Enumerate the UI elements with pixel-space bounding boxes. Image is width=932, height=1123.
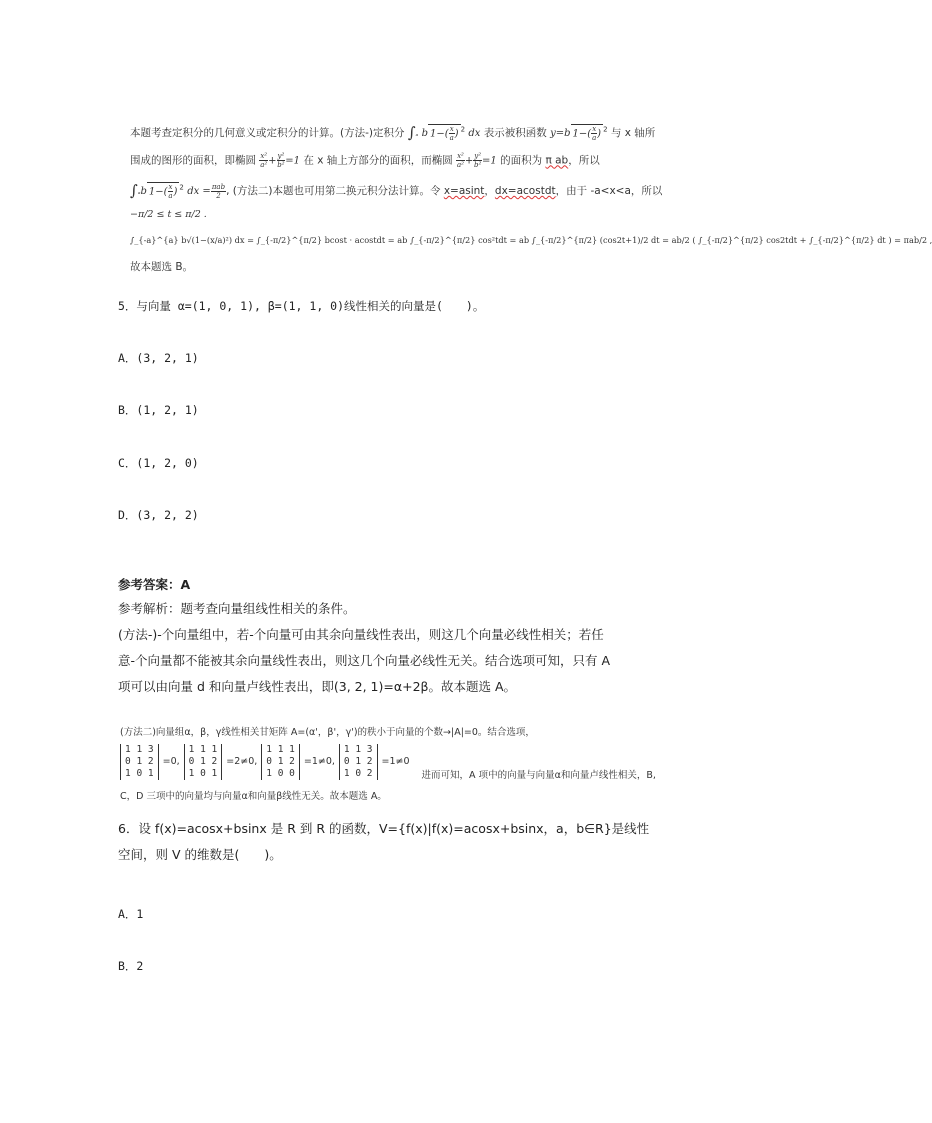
q6-stem [118, 816, 678, 868]
analysis-line: (方法-)-个向量组中，若-个向量可由其余向量线性表出，则这几个向量必线性相关；若任 [118, 627, 604, 642]
q5-analysis [118, 596, 678, 700]
scan1-line-4: −π/2 ≤ t ≤ π/2 . [130, 209, 207, 220]
scan2-line-1: (方法二)向量组α，β，γ线性相关甘矩阵 A=(α'，β'，γ')的秩小于向量的个数→|A|=0。结合选项， [120, 727, 535, 738]
sqrt-expr: 1−( $\frac{x}{a}$ ) [430, 125, 459, 142]
q5-option-c[interactable]: C．(1, 2, 0) [118, 456, 199, 470]
pi-ab: π ab [545, 154, 569, 167]
det-result: =1≠0 [381, 756, 410, 768]
analysis-line: 参考解析：题考查向量组线性相关的条件。 [118, 601, 356, 616]
scan1-line-3: ∫ₐb 1−( $\frac{x}{a}$ ) $^2$ dx = $\frac{\text{πab}}{2}$ , (方法二)本题也可用第二换元积分法计算。令 x=asint，dx=acostdt，由于 -a<x<a，所以 [130, 181, 663, 200]
q6-stem-line-1: 6．设 f(x)=acosx+bsinx 是 R 到 R 的函数，V={f(x)|f(x)=acosx+bsinx，a，b∈R}是线性 [118, 821, 650, 836]
det-result: =1≠0, [303, 756, 335, 768]
matrix-b: 1 1 1 0 1 2 1 0 1 [184, 744, 223, 780]
integral-limits: ₐ [415, 130, 419, 138]
scan1-text: 表示被积函数 [483, 127, 547, 139]
substitution: x=asint [443, 185, 485, 197]
q5-option-b[interactable]: B．(1, 2, 1) [118, 403, 199, 417]
det-result: =2≠0, [226, 756, 258, 768]
scan1-text: 本题考查定积分的几何意义或定积分的计算。(方法-)定积分 [130, 127, 405, 139]
math-b: b [421, 128, 429, 139]
scan-explanation-2 [120, 724, 660, 808]
scan2-line-3: C，D 三项中的向量均与向量α和向量β线性无关。故本题选 A。 [120, 791, 387, 802]
analysis-line: 项可以由向量 d 和向量卢线性表出，即(3, 2, 1)=α+2β。故本题选 A。 [118, 679, 517, 694]
scan1-line-5: ∫_{-a}^{a} b√(1−(x/a)²) dx = ∫_{-π/2}^{π/2} bcost · acostdt = ab ∫_{-π/2}^{π/2} cos²tdt = ab ∫_{-π/2}^{π/2} (cos2t+1)/2 dt = ab/2 ( ∫_{-π/2}^{π/2} cos2tdt + ∫_{-π/2}^{π/2} dt ) = πab/2 , [130, 235, 932, 245]
math-y-eq-b: y=b [550, 128, 571, 139]
q6-option-b[interactable]: B．2 [118, 959, 144, 973]
scan1-line-2: 围成的图形的面积，即椭圆 $\frac{\text{x²}}{\text{a²}}$ + $\frac{\text{y²}}{\text{b²}}$ =1 在 x 轴上方部分的面积，而椭圆 $\frac{\text{x²}}{\text{a²}}$ + $\frac{\text{y²}}{\text{b²}}$ =1 的面积为 π ab，所以 [130, 152, 600, 169]
matrix-a: 1 1 3 0 1 2 1 0 1 [120, 744, 159, 780]
scan-explanation-1 [130, 112, 932, 277]
scan1-text: 的面积为 [500, 154, 543, 167]
scan1-text: (方法二)本题也可用第二换元积分法计算。令 [232, 185, 441, 197]
analysis-line: 意-个向量都不能被其余向量线性表出，则这几个向量必线性无关。结合选项可知，只有 A [118, 653, 611, 668]
q5-option-d[interactable]: D．(3, 2, 2) [118, 508, 199, 522]
sqrt-expr: 1−( $\frac{x}{a}$ ) [572, 125, 602, 142]
q6-option-a[interactable]: A．1 [118, 907, 144, 921]
matrix-d: 1 1 3 0 1 2 1 0 2 [339, 744, 378, 780]
integral-symbol: ∫ [407, 123, 416, 142]
q6-stem-line-2: 空间，则 V 的维数是( )。 [118, 847, 282, 862]
scan2-tail: 进而可知，A 项中的向量与向量α和向量卢线性相关，B, [421, 769, 656, 781]
differential: dx=acostdt [494, 185, 556, 197]
q5-option-a[interactable]: A．(3, 2, 1) [118, 351, 199, 365]
determinant-row [120, 744, 656, 780]
scan1-line-1: 本题考查定积分的几何意义或定积分的计算。(方法-)定积分 ∫ₐ b 1−( $\frac{x}{a}$ ) $^2$ dx 表示被积函数 y=b 1−( $\frac{x}{a}$ ) $^2$ 与 x 轴所 [130, 123, 656, 142]
matrix-c: 1 1 1 0 1 2 1 0 0 [261, 744, 300, 780]
q5-stem: 5．与向量 α=(1, 0, 1), β=(1, 1, 0)线性相关的向量是( )。 [118, 299, 485, 313]
scan1-text: ，由于 -a<x<a，所以 [555, 185, 663, 197]
dx: dx [468, 128, 481, 139]
scan1-text: 在 x 轴上方部分的面积，而椭圆 [303, 154, 453, 167]
scan1-text: 围成的图形的面积，即椭圆 [130, 154, 256, 167]
scan1-text: ，所以 [568, 154, 600, 167]
scan1-text: 与 x 轴所 [610, 127, 656, 139]
scan1-text: ， [484, 185, 495, 197]
scan1-line-6: 故本题选 B。 [130, 261, 194, 273]
q5-answer: 参考答案：A [118, 577, 191, 592]
det-result: =0, [162, 756, 180, 768]
